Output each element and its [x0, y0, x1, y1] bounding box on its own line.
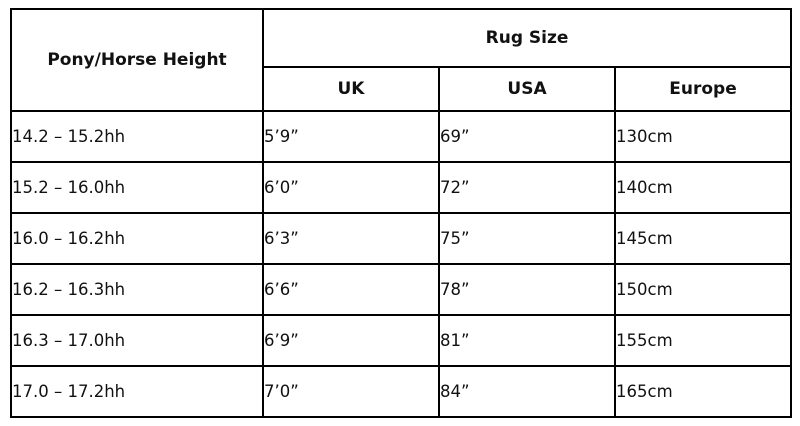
- cell-europe: 130cm: [615, 111, 791, 162]
- cell-usa: 81”: [439, 315, 615, 366]
- cell-uk: 5’9”: [263, 111, 439, 162]
- column-header-usa: USA: [439, 67, 615, 111]
- cell-height: 16.2 – 16.3hh: [11, 264, 263, 315]
- cell-europe: 150cm: [615, 264, 791, 315]
- cell-uk: 6’9”: [263, 315, 439, 366]
- cell-europe: 140cm: [615, 162, 791, 213]
- cell-uk: 6’6”: [263, 264, 439, 315]
- cell-europe: 145cm: [615, 213, 791, 264]
- table-row: [11, 315, 791, 366]
- rug-size-table: [10, 8, 792, 418]
- cell-usa: 69”: [439, 111, 615, 162]
- column-header-uk: UK: [263, 67, 439, 111]
- column-header-europe: Europe: [615, 67, 791, 111]
- table-header-row-top: [11, 9, 791, 67]
- cell-uk: 6’3”: [263, 213, 439, 264]
- cell-usa: 75”: [439, 213, 615, 264]
- cell-height: 14.2 – 15.2hh: [11, 111, 263, 162]
- cell-uk: 6’0”: [263, 162, 439, 213]
- table-row: [11, 213, 791, 264]
- table-row: [11, 264, 791, 315]
- cell-height: 15.2 – 16.0hh: [11, 162, 263, 213]
- cell-europe: 155cm: [615, 315, 791, 366]
- table-row: [11, 366, 791, 417]
- cell-usa: 84”: [439, 366, 615, 417]
- table-row: [11, 111, 791, 162]
- table-row: [11, 162, 791, 213]
- cell-uk: 7’0”: [263, 366, 439, 417]
- column-header-height: Pony/Horse Height: [11, 9, 263, 111]
- cell-height: 17.0 – 17.2hh: [11, 366, 263, 417]
- column-group-header-rug-size: Rug Size: [263, 9, 791, 67]
- cell-height: 16.0 – 16.2hh: [11, 213, 263, 264]
- cell-usa: 78”: [439, 264, 615, 315]
- cell-europe: 165cm: [615, 366, 791, 417]
- cell-height: 16.3 – 17.0hh: [11, 315, 263, 366]
- cell-usa: 72”: [439, 162, 615, 213]
